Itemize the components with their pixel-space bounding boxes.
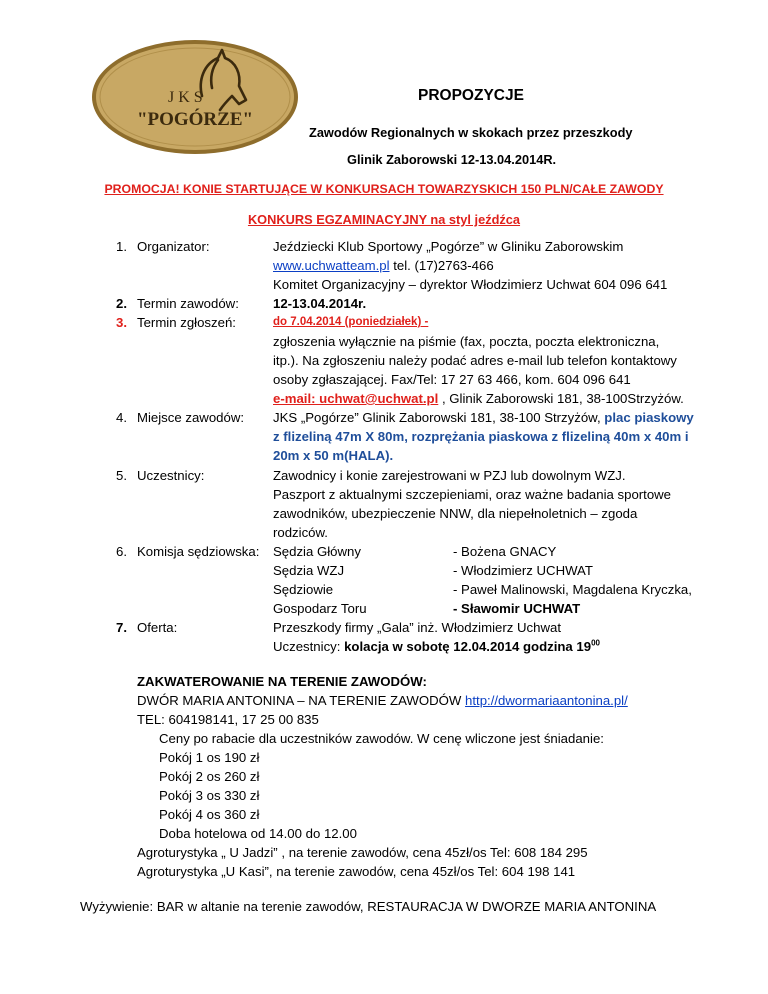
event-date: 12-13.04.2014r. xyxy=(273,296,367,311)
item-number: 6. xyxy=(116,544,127,559)
room-price: Pokój 1 os 190 zł xyxy=(159,750,260,765)
lodging-discount: Ceny po rabacie dla uczestników zawodów. W cenę wliczone jest śniadanie: xyxy=(159,731,604,746)
label-organizer: Organizator: xyxy=(137,239,210,254)
jury-name: - Paweł Malinowski, Magdalena Kryczka, xyxy=(453,582,692,597)
deadline-text-3: osoby zgłaszającej. Fax/Tel: 17 27 63 466, kom. 604 096 641 xyxy=(273,372,631,387)
organizer-name: Jeździecki Klub Sportowy „Pogórze” w Gliniku Zaborowskim xyxy=(273,239,624,254)
offer-line-1: Przeszkody firmy „Gala” inż. Włodzimierz Uchwat xyxy=(273,620,561,635)
organizing-committee: Komitet Organizacyjny – dyrektor Włodzimierz Uchwat 604 096 641 xyxy=(273,277,668,292)
lodging-manor: DWÓR MARIA ANTONINA – NA TERENIE ZAWODÓW http://dwormariaantonina.pl/ xyxy=(137,693,628,708)
room-price: Pokój 4 os 360 zł xyxy=(159,807,260,822)
venue-line-2: z flizeliną 47m X 80m, rozprężania piaskowa z flizeliną 40m x 40m i xyxy=(273,429,689,444)
jury-role: Sędziowie xyxy=(273,582,334,597)
organizer-contact: www.uchwatteam.pl tel. (17)2763-466 xyxy=(273,258,494,273)
document-subtitle: Zawodów Regionalnych w skokach przez przeszkody xyxy=(309,125,633,140)
manor-website-link[interactable]: http://dwormariaantonina.pl/ xyxy=(465,693,628,708)
lodging-heading: ZAKWATEROWANIE NA TERENIE ZAWODÓW: xyxy=(137,674,427,689)
label-venue: Miejsce zawodów: xyxy=(137,410,245,425)
jury-name: - Bożena GNACY xyxy=(453,544,557,559)
venue-line-1: JKS „Pogórze” Glinik Zaborowski 181, 38-100 Strzyżów, plac piaskowy xyxy=(273,410,694,425)
jury-role: Sędzia Główny xyxy=(273,544,361,559)
room-price: Pokój 3 os 330 zł xyxy=(159,788,260,803)
deadline-date: do 7.04.2014 (poniedziałek) - xyxy=(273,316,429,328)
deadline-text-2: itp.). Na zgłoszeniu należy podać adres e-mail lub telefon kontaktowy xyxy=(273,353,677,368)
logo-emblem xyxy=(90,38,300,156)
club-website-link[interactable]: www.uchwatteam.pl xyxy=(273,258,390,273)
item-number: 7. xyxy=(116,620,127,635)
document-title: PROPOZYCJE xyxy=(418,87,524,104)
offer-line-2: Uczestnicy: kolacja w sobotę 12.04.2014 godzina $19^{00}$ xyxy=(273,638,601,654)
agro-2: Agroturystyka „U Kasi”, na terenie zawodów, cena 45zł/os Tel: 604 198 141 xyxy=(137,864,576,879)
participants-line-1: Zawodnicy i konie zarejestrowani w PZJ lub dowolnym WZJ. xyxy=(273,468,626,483)
hotel-day: Doba hotelowa od 14.00 do 12.00 xyxy=(159,826,357,841)
venue-line-3: 20m x 50 m(HALA). xyxy=(273,448,394,463)
item-number: 2. xyxy=(116,296,127,311)
contest-line: KONKURS EGZAMINACYJNY na styl jeźdźca xyxy=(247,212,521,227)
jury-name: - Włodzimierz UCHWAT xyxy=(453,563,593,578)
jury-role: Gospodarz Toru xyxy=(273,601,367,616)
participants-line-2: Paszport z aktualnymi szczepieniami, oraz ważne badania sportowe xyxy=(273,487,672,502)
item-number: 4. xyxy=(116,410,127,425)
promo-line: PROMOCJA! KONIE STARTUJĄCE W KONKURSACH TOWARZYSKICH 150 PLN/CAŁE ZAWODY xyxy=(104,182,664,196)
email-link[interactable]: e-mail: uchwat@uchwat.pl xyxy=(273,391,439,406)
food-info: Wyżywienie: BAR w altanie na terenie zawodów, RESTAURACJA W DWORZE MARIA ANTONINA xyxy=(80,899,657,914)
participants-line-3: zawodników, ubezpieczenie NNW, dla niepełnoletnich – zgoda xyxy=(273,506,638,521)
item-number: 3. xyxy=(116,315,127,330)
participants-line-4: rodziców. xyxy=(273,525,328,540)
item-number: 1. xyxy=(116,239,127,254)
agro-1: Agroturystyka „ U Jadzi” , na terenie zawodów, cena 45zł/os Tel: 608 184 295 xyxy=(137,845,588,860)
lodging-tel: TEL: 604198141, 17 25 00 835 xyxy=(137,712,319,727)
logo-text-pogorze: "POGÓRZE" xyxy=(136,109,254,130)
jury-name: - Sławomir UCHWAT xyxy=(453,601,581,616)
room-price: Pokój 2 os 260 zł xyxy=(159,769,260,784)
deadline-text-1: zgłoszenia wyłącznie na piśmie (fax, poczta, poczta elektroniczna, xyxy=(273,334,660,349)
club-logo xyxy=(90,38,300,156)
label-date: Termin zawodów: xyxy=(137,296,239,311)
item-number: 5. xyxy=(116,468,127,483)
label-offer: Oferta: xyxy=(137,620,178,635)
logo-text-jks: JKS xyxy=(168,89,207,106)
deadline-text-4: e-mail: uchwat@uchwat.pl , Glinik Zaborowski 181, 38-100Strzyżów. xyxy=(273,391,684,406)
event-place-date: Glinik Zaborowski 12-13.04.2014R. xyxy=(347,152,557,167)
label-deadline: Termin zgłoszeń: xyxy=(137,315,236,330)
label-participants: Uczestnicy: xyxy=(137,468,205,483)
label-jury: Komisja sędziowska: xyxy=(137,544,260,559)
jury-role: Sędzia WZJ xyxy=(273,563,345,578)
